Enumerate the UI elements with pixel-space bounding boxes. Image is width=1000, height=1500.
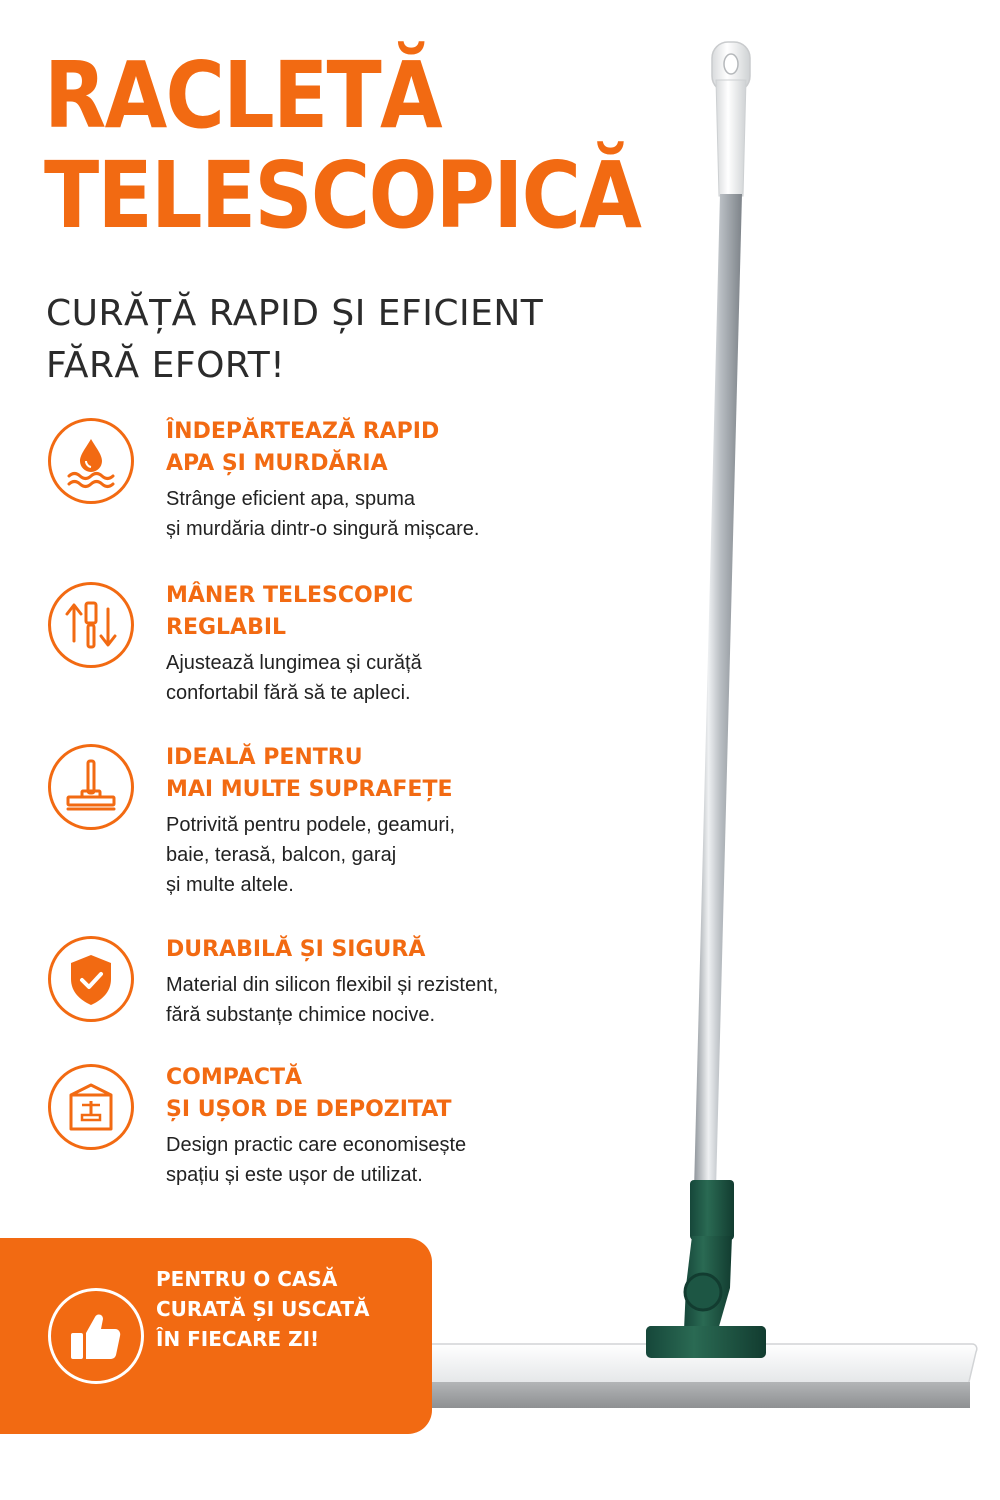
promo-banner bbox=[0, 1238, 432, 1434]
box-icon bbox=[48, 1064, 134, 1150]
feature-description: Strânge eficient apa, spuma și murdăria dintr-o singură mișcare. bbox=[166, 488, 480, 540]
title-line-1: RACLETĂ bbox=[44, 42, 441, 149]
telescopic-handle-icon bbox=[48, 582, 134, 668]
feature-heading: MÂNER TELESCOPIC REGLABIL bbox=[166, 583, 414, 640]
title-line-2: TELESCOPICĂ bbox=[44, 142, 641, 249]
feature-description: Design practic care economisește spațiu și este ușor de utilizat. bbox=[166, 1134, 467, 1186]
banner-text: PENTRU O CASĂ CURATĂ ȘI USCATĂ ÎN FIECARE ZI! bbox=[156, 1267, 370, 1351]
shield-check-icon bbox=[48, 936, 134, 1022]
feature-description: Material din silicon flexibil și rezistent, fără substanțe chimice nocive. bbox=[166, 974, 499, 1026]
feature-heading: COMPACTĂ ȘI UȘOR DE DEPOZITAT bbox=[166, 1065, 452, 1122]
squeegee-icon bbox=[48, 744, 134, 830]
feature-heading: ÎNDEPĂRTEAZĂ RAPID APA ȘI MURDĂRIA bbox=[166, 419, 440, 476]
feature-description: Ajustează lungimea și curăță confortabil fără să te apleci. bbox=[166, 652, 422, 704]
water-drop-icon bbox=[48, 418, 134, 504]
feature-heading: IDEALĂ PENTRU MAI MULTE SUPRAFEȚE bbox=[166, 745, 453, 802]
thumbs-up-icon bbox=[48, 1288, 144, 1384]
squeegee-product-image bbox=[400, 30, 1000, 1410]
subtitle-line-2: FĂRĂ EFORT! bbox=[46, 345, 286, 386]
feature-heading: DURABILĂ ȘI SIGURĂ bbox=[166, 937, 426, 962]
subtitle-line-1: CURĂȚĂ RAPID ȘI EFICIENT bbox=[46, 293, 544, 334]
feature-description: Potrivită pentru podele, geamuri, baie, terasă, balcon, garaj și multe altele. bbox=[166, 814, 456, 896]
